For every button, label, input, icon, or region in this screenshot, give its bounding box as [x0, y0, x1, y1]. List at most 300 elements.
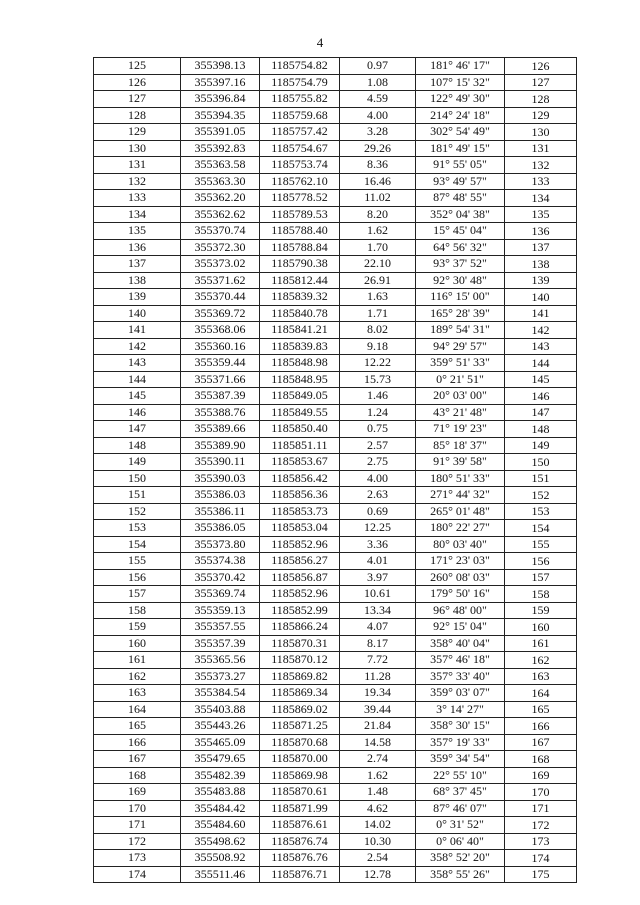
point-number-cell: 149 — [94, 454, 181, 471]
y-coordinate-cell: 1185754.79 — [260, 74, 340, 91]
bearing-cell: 357° 33' 40" — [416, 668, 505, 685]
next-point-cell: 141 — [505, 305, 577, 322]
next-point-cell: 156 — [505, 553, 577, 570]
distance-cell: 1.08 — [340, 74, 416, 91]
x-coordinate-cell: 355365.56 — [181, 652, 260, 669]
x-coordinate-cell: 355484.42 — [181, 800, 260, 817]
y-coordinate-cell: 1185876.76 — [260, 850, 340, 867]
bearing-cell: 357° 19' 33" — [416, 734, 505, 751]
y-coordinate-cell: 1185788.84 — [260, 239, 340, 256]
point-number-cell: 144 — [94, 371, 181, 388]
table-row — [94, 256, 577, 273]
bearing-cell: 64° 56' 32" — [416, 239, 505, 256]
bearing-cell: 93° 49' 57" — [416, 173, 505, 190]
bearing-cell: 93° 37' 52" — [416, 256, 505, 273]
point-number-cell: 167 — [94, 751, 181, 768]
point-number-cell: 160 — [94, 635, 181, 652]
next-point-cell: 160 — [505, 619, 577, 636]
next-point-cell: 155 — [505, 536, 577, 553]
point-number-cell: 137 — [94, 256, 181, 273]
y-coordinate-cell: 1185848.95 — [260, 371, 340, 388]
table-row — [94, 338, 577, 355]
y-coordinate-cell: 1185848.98 — [260, 355, 340, 372]
distance-cell: 4.59 — [340, 91, 416, 108]
x-coordinate-cell: 355396.84 — [181, 91, 260, 108]
x-coordinate-cell: 355398.13 — [181, 58, 260, 75]
table-row — [94, 487, 577, 504]
point-number-cell: 172 — [94, 833, 181, 850]
next-point-cell: 126 — [505, 58, 577, 75]
next-point-cell: 158 — [505, 586, 577, 603]
next-point-cell: 131 — [505, 140, 577, 157]
bearing-cell: 0° 21' 51" — [416, 371, 505, 388]
y-coordinate-cell: 1185869.98 — [260, 767, 340, 784]
bearing-cell: 22° 55' 10" — [416, 767, 505, 784]
bearing-cell: 80° 03' 40" — [416, 536, 505, 553]
table-row — [94, 652, 577, 669]
next-point-cell: 157 — [505, 569, 577, 586]
distance-cell: 2.57 — [340, 437, 416, 454]
bearing-cell: 359° 34' 54" — [416, 751, 505, 768]
y-coordinate-cell: 1185871.99 — [260, 800, 340, 817]
next-point-cell: 150 — [505, 454, 577, 471]
point-number-cell: 134 — [94, 206, 181, 223]
table-row — [94, 404, 577, 421]
distance-cell: 1.46 — [340, 388, 416, 405]
bearing-cell: 20° 03' 00" — [416, 388, 505, 405]
x-coordinate-cell: 355373.80 — [181, 536, 260, 553]
x-coordinate-cell: 355384.54 — [181, 685, 260, 702]
point-number-cell: 148 — [94, 437, 181, 454]
next-point-cell: 149 — [505, 437, 577, 454]
point-number-cell: 151 — [94, 487, 181, 504]
distance-cell: 8.02 — [340, 322, 416, 339]
y-coordinate-cell: 1185841.21 — [260, 322, 340, 339]
distance-cell: 4.00 — [340, 107, 416, 124]
x-coordinate-cell: 355483.88 — [181, 784, 260, 801]
bearing-cell: 116° 15' 00" — [416, 289, 505, 306]
distance-cell: 12.25 — [340, 520, 416, 537]
next-point-cell: 166 — [505, 718, 577, 735]
x-coordinate-cell: 355443.26 — [181, 718, 260, 735]
point-number-cell: 138 — [94, 272, 181, 289]
x-coordinate-cell: 355508.92 — [181, 850, 260, 867]
table-row — [94, 470, 577, 487]
next-point-cell: 169 — [505, 767, 577, 784]
bearing-cell: 260° 08' 03" — [416, 569, 505, 586]
y-coordinate-cell: 1185757.42 — [260, 124, 340, 141]
coordinates-table — [93, 57, 577, 883]
table-row — [94, 503, 577, 520]
distance-cell: 26.91 — [340, 272, 416, 289]
y-coordinate-cell: 1185853.67 — [260, 454, 340, 471]
next-point-cell: 168 — [505, 751, 577, 768]
next-point-cell: 167 — [505, 734, 577, 751]
table-row — [94, 223, 577, 240]
next-point-cell: 144 — [505, 355, 577, 372]
y-coordinate-cell: 1185870.00 — [260, 751, 340, 768]
table-row — [94, 239, 577, 256]
next-point-cell: 170 — [505, 784, 577, 801]
table-row — [94, 91, 577, 108]
y-coordinate-cell: 1185869.34 — [260, 685, 340, 702]
bearing-cell: 359° 51' 33" — [416, 355, 505, 372]
table-row — [94, 635, 577, 652]
table-row — [94, 206, 577, 223]
next-point-cell: 148 — [505, 421, 577, 438]
point-number-cell: 139 — [94, 289, 181, 306]
bearing-cell: 189° 54' 31" — [416, 322, 505, 339]
bearing-cell: 358° 52' 20" — [416, 850, 505, 867]
point-number-cell: 129 — [94, 124, 181, 141]
distance-cell: 0.97 — [340, 58, 416, 75]
x-coordinate-cell: 355498.62 — [181, 833, 260, 850]
bearing-cell: 181° 46' 17" — [416, 58, 505, 75]
x-coordinate-cell: 355357.55 — [181, 619, 260, 636]
point-number-cell: 127 — [94, 91, 181, 108]
distance-cell: 2.75 — [340, 454, 416, 471]
point-number-cell: 150 — [94, 470, 181, 487]
x-coordinate-cell: 355390.11 — [181, 454, 260, 471]
bearing-cell: 359° 03' 07" — [416, 685, 505, 702]
distance-cell: 1.24 — [340, 404, 416, 421]
bearing-cell: 85° 18' 37" — [416, 437, 505, 454]
bearing-cell: 71° 19' 23" — [416, 421, 505, 438]
bearing-cell: 214° 24' 18" — [416, 107, 505, 124]
bearing-cell: 358° 55' 26" — [416, 866, 505, 883]
point-number-cell: 146 — [94, 404, 181, 421]
distance-cell: 2.74 — [340, 751, 416, 768]
x-coordinate-cell: 355386.03 — [181, 487, 260, 504]
point-number-cell: 155 — [94, 553, 181, 570]
point-number-cell: 135 — [94, 223, 181, 240]
next-point-cell: 132 — [505, 157, 577, 174]
point-number-cell: 166 — [94, 734, 181, 751]
table-row — [94, 685, 577, 702]
next-point-cell: 172 — [505, 817, 577, 834]
x-coordinate-cell: 355370.74 — [181, 223, 260, 240]
x-coordinate-cell: 355369.74 — [181, 586, 260, 603]
bearing-cell: 43° 21' 48" — [416, 404, 505, 421]
table-row — [94, 586, 577, 603]
y-coordinate-cell: 1185856.42 — [260, 470, 340, 487]
y-coordinate-cell: 1185853.04 — [260, 520, 340, 537]
point-number-cell: 142 — [94, 338, 181, 355]
bearing-cell: 0° 31' 52" — [416, 817, 505, 834]
y-coordinate-cell: 1185866.24 — [260, 619, 340, 636]
distance-cell: 8.20 — [340, 206, 416, 223]
distance-cell: 8.36 — [340, 157, 416, 174]
distance-cell: 12.22 — [340, 355, 416, 372]
distance-cell: 8.17 — [340, 635, 416, 652]
distance-cell: 11.02 — [340, 190, 416, 207]
distance-cell: 22.10 — [340, 256, 416, 273]
bearing-cell: 171° 23' 03" — [416, 553, 505, 570]
bearing-cell: 302° 54' 49" — [416, 124, 505, 141]
next-point-cell: 163 — [505, 668, 577, 685]
bearing-cell: 96° 48' 00" — [416, 602, 505, 619]
x-coordinate-cell: 355370.44 — [181, 289, 260, 306]
distance-cell: 1.71 — [340, 305, 416, 322]
table-row — [94, 272, 577, 289]
y-coordinate-cell: 1185762.10 — [260, 173, 340, 190]
next-point-cell: 142 — [505, 322, 577, 339]
x-coordinate-cell: 355394.35 — [181, 107, 260, 124]
x-coordinate-cell: 355363.30 — [181, 173, 260, 190]
x-coordinate-cell: 355391.05 — [181, 124, 260, 141]
table-row — [94, 718, 577, 735]
bearing-cell: 91° 55' 05" — [416, 157, 505, 174]
next-point-cell: 139 — [505, 272, 577, 289]
x-coordinate-cell: 355465.09 — [181, 734, 260, 751]
bearing-cell: 94° 29' 57" — [416, 338, 505, 355]
distance-cell: 21.84 — [340, 718, 416, 735]
distance-cell: 4.07 — [340, 619, 416, 636]
table-row — [94, 619, 577, 636]
table-row — [94, 866, 577, 883]
next-point-cell: 135 — [505, 206, 577, 223]
point-number-cell: 169 — [94, 784, 181, 801]
next-point-cell: 171 — [505, 800, 577, 817]
table-row — [94, 190, 577, 207]
distance-cell: 14.58 — [340, 734, 416, 751]
point-number-cell: 133 — [94, 190, 181, 207]
next-point-cell: 137 — [505, 239, 577, 256]
point-number-cell: 128 — [94, 107, 181, 124]
bearing-cell: 68° 37' 45" — [416, 784, 505, 801]
y-coordinate-cell: 1185856.87 — [260, 569, 340, 586]
point-number-cell: 154 — [94, 536, 181, 553]
next-point-cell: 173 — [505, 833, 577, 850]
x-coordinate-cell: 355479.65 — [181, 751, 260, 768]
y-coordinate-cell: 1185753.74 — [260, 157, 340, 174]
bearing-cell: 91° 39' 58" — [416, 454, 505, 471]
y-coordinate-cell: 1185839.83 — [260, 338, 340, 355]
y-coordinate-cell: 1185870.12 — [260, 652, 340, 669]
point-number-cell: 136 — [94, 239, 181, 256]
distance-cell: 10.30 — [340, 833, 416, 850]
x-coordinate-cell: 355374.38 — [181, 553, 260, 570]
next-point-cell: 161 — [505, 635, 577, 652]
bearing-cell: 107° 15' 32" — [416, 74, 505, 91]
next-point-cell: 130 — [505, 124, 577, 141]
x-coordinate-cell: 355359.44 — [181, 355, 260, 372]
table-row — [94, 371, 577, 388]
x-coordinate-cell: 355371.66 — [181, 371, 260, 388]
bearing-cell: 0° 06' 40" — [416, 833, 505, 850]
distance-cell: 3.97 — [340, 569, 416, 586]
table-row — [94, 454, 577, 471]
next-point-cell: 175 — [505, 866, 577, 883]
table-row — [94, 767, 577, 784]
y-coordinate-cell: 1185840.78 — [260, 305, 340, 322]
next-point-cell: 162 — [505, 652, 577, 669]
bearing-cell: 180° 51' 33" — [416, 470, 505, 487]
y-coordinate-cell: 1185759.68 — [260, 107, 340, 124]
distance-cell: 0.69 — [340, 503, 416, 520]
point-number-cell: 163 — [94, 685, 181, 702]
x-coordinate-cell: 355371.62 — [181, 272, 260, 289]
y-coordinate-cell: 1185812.44 — [260, 272, 340, 289]
next-point-cell: 136 — [505, 223, 577, 240]
distance-cell: 1.62 — [340, 223, 416, 240]
next-point-cell: 147 — [505, 404, 577, 421]
point-number-cell: 170 — [94, 800, 181, 817]
x-coordinate-cell: 355357.39 — [181, 635, 260, 652]
table-row — [94, 734, 577, 751]
next-point-cell: 129 — [505, 107, 577, 124]
y-coordinate-cell: 1185754.67 — [260, 140, 340, 157]
bearing-cell: 92° 30' 48" — [416, 272, 505, 289]
x-coordinate-cell: 355373.02 — [181, 256, 260, 273]
next-point-cell: 152 — [505, 487, 577, 504]
x-coordinate-cell: 355362.62 — [181, 206, 260, 223]
x-coordinate-cell: 355386.11 — [181, 503, 260, 520]
x-coordinate-cell: 355403.88 — [181, 701, 260, 718]
point-number-cell: 141 — [94, 322, 181, 339]
y-coordinate-cell: 1185870.68 — [260, 734, 340, 751]
y-coordinate-cell: 1185852.96 — [260, 586, 340, 603]
y-coordinate-cell: 1185853.73 — [260, 503, 340, 520]
bearing-cell: 92° 15' 04" — [416, 619, 505, 636]
x-coordinate-cell: 355390.03 — [181, 470, 260, 487]
distance-cell: 4.01 — [340, 553, 416, 570]
table-row — [94, 355, 577, 372]
next-point-cell: 159 — [505, 602, 577, 619]
point-number-cell: 168 — [94, 767, 181, 784]
y-coordinate-cell: 1185856.36 — [260, 487, 340, 504]
next-point-cell: 145 — [505, 371, 577, 388]
y-coordinate-cell: 1185850.40 — [260, 421, 340, 438]
point-number-cell: 161 — [94, 652, 181, 669]
bearing-cell: 3° 14' 27" — [416, 701, 505, 718]
point-number-cell: 164 — [94, 701, 181, 718]
table-row — [94, 800, 577, 817]
x-coordinate-cell: 355484.60 — [181, 817, 260, 834]
point-number-cell: 156 — [94, 569, 181, 586]
y-coordinate-cell: 1185852.99 — [260, 602, 340, 619]
distance-cell: 9.18 — [340, 338, 416, 355]
x-coordinate-cell: 355373.27 — [181, 668, 260, 685]
x-coordinate-cell: 355389.66 — [181, 421, 260, 438]
y-coordinate-cell: 1185876.71 — [260, 866, 340, 883]
table-row — [94, 833, 577, 850]
y-coordinate-cell: 1185856.27 — [260, 553, 340, 570]
y-coordinate-cell: 1185869.02 — [260, 701, 340, 718]
point-number-cell: 162 — [94, 668, 181, 685]
y-coordinate-cell: 1185870.31 — [260, 635, 340, 652]
distance-cell: 19.34 — [340, 685, 416, 702]
table-row — [94, 701, 577, 718]
bearing-cell: 87° 48' 55" — [416, 190, 505, 207]
point-number-cell: 131 — [94, 157, 181, 174]
x-coordinate-cell: 355363.58 — [181, 157, 260, 174]
table-row — [94, 536, 577, 553]
table-row — [94, 553, 577, 570]
point-number-cell: 140 — [94, 305, 181, 322]
table-row — [94, 569, 577, 586]
next-point-cell: 165 — [505, 701, 577, 718]
bearing-cell: 179° 50' 16" — [416, 586, 505, 603]
point-number-cell: 171 — [94, 817, 181, 834]
x-coordinate-cell: 355387.39 — [181, 388, 260, 405]
y-coordinate-cell: 1185849.05 — [260, 388, 340, 405]
point-number-cell: 157 — [94, 586, 181, 603]
table-row — [94, 140, 577, 157]
table-row — [94, 751, 577, 768]
point-number-cell: 173 — [94, 850, 181, 867]
point-number-cell: 143 — [94, 355, 181, 372]
y-coordinate-cell: 1185754.82 — [260, 58, 340, 75]
x-coordinate-cell: 355388.76 — [181, 404, 260, 421]
point-number-cell: 158 — [94, 602, 181, 619]
point-number-cell: 159 — [94, 619, 181, 636]
distance-cell: 11.28 — [340, 668, 416, 685]
y-coordinate-cell: 1185870.61 — [260, 784, 340, 801]
next-point-cell: 164 — [505, 685, 577, 702]
table-row — [94, 421, 577, 438]
next-point-cell: 127 — [505, 74, 577, 91]
y-coordinate-cell: 1185755.82 — [260, 91, 340, 108]
y-coordinate-cell: 1185852.96 — [260, 536, 340, 553]
distance-cell: 1.62 — [340, 767, 416, 784]
y-coordinate-cell: 1185851.11 — [260, 437, 340, 454]
distance-cell: 2.54 — [340, 850, 416, 867]
x-coordinate-cell: 355372.30 — [181, 239, 260, 256]
bearing-cell: 358° 30' 15" — [416, 718, 505, 735]
next-point-cell: 133 — [505, 173, 577, 190]
x-coordinate-cell: 355370.42 — [181, 569, 260, 586]
y-coordinate-cell: 1185849.55 — [260, 404, 340, 421]
distance-cell: 2.63 — [340, 487, 416, 504]
point-number-cell: 174 — [94, 866, 181, 883]
distance-cell: 39.44 — [340, 701, 416, 718]
table-row — [94, 668, 577, 685]
bearing-cell: 87° 46' 07" — [416, 800, 505, 817]
bearing-cell: 271° 44' 32" — [416, 487, 505, 504]
table-row — [94, 388, 577, 405]
point-number-cell: 125 — [94, 58, 181, 75]
point-number-cell: 165 — [94, 718, 181, 735]
distance-cell: 1.63 — [340, 289, 416, 306]
bearing-cell: 352° 04' 38" — [416, 206, 505, 223]
table-row — [94, 107, 577, 124]
x-coordinate-cell: 355392.83 — [181, 140, 260, 157]
x-coordinate-cell: 355511.46 — [181, 866, 260, 883]
next-point-cell: 154 — [505, 520, 577, 537]
distance-cell: 12.78 — [340, 866, 416, 883]
distance-cell: 3.36 — [340, 536, 416, 553]
point-number-cell: 152 — [94, 503, 181, 520]
table-row — [94, 322, 577, 339]
x-coordinate-cell: 355368.06 — [181, 322, 260, 339]
x-coordinate-cell: 355359.13 — [181, 602, 260, 619]
table-row — [94, 602, 577, 619]
table-row — [94, 817, 577, 834]
distance-cell: 29.26 — [340, 140, 416, 157]
table-row — [94, 289, 577, 306]
distance-cell: 4.00 — [340, 470, 416, 487]
bearing-cell: 181° 49' 15" — [416, 140, 505, 157]
next-point-cell: 134 — [505, 190, 577, 207]
point-number-cell: 132 — [94, 173, 181, 190]
bearing-cell: 358° 40' 04" — [416, 635, 505, 652]
y-coordinate-cell: 1185778.52 — [260, 190, 340, 207]
bearing-cell: 357° 46' 18" — [416, 652, 505, 669]
distance-cell: 4.62 — [340, 800, 416, 817]
distance-cell: 0.75 — [340, 421, 416, 438]
x-coordinate-cell: 355397.16 — [181, 74, 260, 91]
